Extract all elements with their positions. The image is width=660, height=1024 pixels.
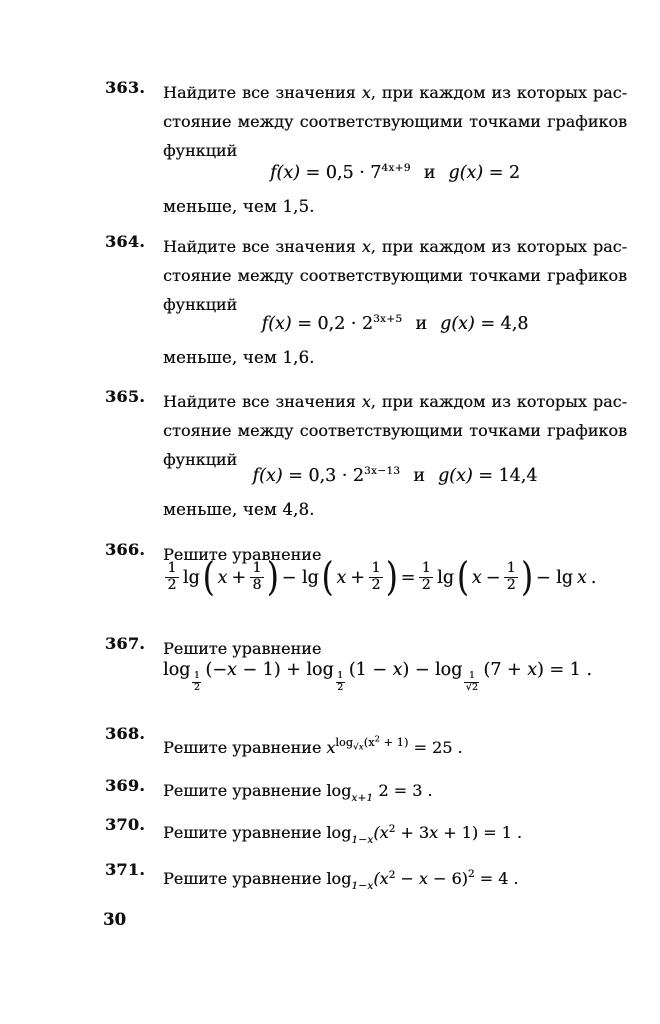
math-token: log	[335, 735, 354, 749]
problem-369-formula	[326, 781, 433, 804]
math-exponent: 2	[467, 868, 475, 880]
math-token: (x	[373, 869, 389, 888]
log-base: √x	[353, 742, 364, 752]
numerator: 1	[421, 560, 431, 577]
problem-363-formula	[163, 162, 627, 183]
math-token: lg	[437, 567, 454, 588]
text-segment: Найдите все значения	[163, 392, 362, 411]
numerator: 1	[252, 560, 262, 577]
numerator: 1	[468, 670, 475, 682]
math-token: +	[231, 567, 246, 588]
problem-366-number: 366.	[105, 540, 146, 559]
math-token: log	[326, 823, 352, 842]
math-token: + 3	[395, 823, 430, 842]
text-segment: , при каждом из которых рас-	[370, 392, 627, 411]
denominator: 2	[193, 682, 200, 693]
numerator: 1	[371, 560, 381, 577]
math-exponent: 2	[374, 734, 380, 743]
text-segment: , при каждом из которых рас-	[370, 237, 627, 256]
math-token: (−	[205, 660, 227, 680]
math-exponent: 3x−13	[364, 465, 401, 477]
math-token: = 0,3 · 2	[282, 466, 365, 486]
problem-370-number: 370.	[105, 815, 146, 834]
text-line: стояние между соответствующими точками графиков	[163, 421, 627, 440]
math-token: ) −	[402, 660, 435, 680]
problem-364-condition: меньше, чем 1,6.	[163, 348, 315, 367]
math-token: + 1)	[379, 735, 409, 749]
problem-369	[105, 776, 629, 813]
math-token: =	[400, 567, 416, 588]
problem-371-number: 371.	[105, 860, 146, 879]
problem-369-number: 369.	[105, 776, 146, 795]
text-line	[163, 232, 627, 261]
math-token: .	[590, 567, 597, 588]
problem-365-number: 365.	[105, 387, 146, 406]
math-token: lg	[182, 567, 200, 588]
problem-366-text: Решите уравнение	[163, 545, 322, 564]
math-token: = 0,5 · 7	[299, 163, 382, 183]
math-variable: x	[361, 83, 371, 102]
problem-363-number: 363.	[105, 78, 146, 97]
problem-363-condition: меньше, чем 1,5.	[163, 197, 315, 216]
problem-365-condition: меньше, чем 4,8.	[163, 500, 315, 519]
problem-371-formula	[326, 868, 519, 892]
math-token: ) = 1 .	[537, 660, 592, 680]
math-token: f(x)	[269, 163, 300, 183]
problem-371-text	[163, 860, 629, 901]
fraction	[504, 561, 518, 593]
text-line	[163, 387, 627, 416]
math-exponent	[335, 734, 409, 752]
math-token: − 6)	[427, 869, 468, 888]
math-token: − lg	[535, 567, 573, 588]
left-paren: (	[321, 554, 334, 601]
math-token: = 2	[483, 163, 521, 183]
text-segment: Найдите все значения	[163, 237, 362, 256]
problem-367-text: Решите уравнение	[163, 639, 322, 658]
problem-368	[105, 724, 629, 762]
problem-364	[105, 232, 629, 319]
math-exponent: 2	[388, 869, 396, 881]
text-segment: Решите уравнение	[163, 823, 322, 842]
problem-367-number: 367.	[105, 634, 146, 653]
math-token: (x	[363, 735, 375, 749]
math-token: g(x)	[437, 466, 473, 486]
math-token: f(x)	[261, 314, 292, 334]
math-token: = 4 .	[474, 869, 519, 888]
math-token: f(x)	[252, 466, 283, 486]
denominator: 8	[250, 577, 264, 594]
text-segment: Решите уравнение	[163, 781, 322, 800]
problem-371	[105, 860, 629, 901]
problem-365-text	[163, 387, 627, 474]
problem-368-formula	[326, 734, 463, 757]
math-token: = 14,4	[472, 466, 538, 486]
math-exponent: 3x+5	[373, 313, 403, 325]
numerator: 1	[337, 670, 344, 682]
math-token: и	[423, 163, 436, 183]
text-line: функций	[163, 141, 238, 160]
math-token: = 4,8	[474, 314, 529, 334]
text-line: стояние между соответствующими точками графиков	[163, 112, 627, 131]
problem-365	[105, 387, 629, 474]
math-variable: x	[429, 823, 439, 842]
math-token: (1 −	[348, 660, 393, 680]
denominator: 2	[419, 577, 433, 594]
problem-365-formula	[163, 465, 627, 486]
math-token: = 0,2 · 2	[291, 314, 374, 334]
math-token: g(x)	[440, 314, 475, 334]
math-token: g(x)	[448, 163, 484, 183]
problem-364-number: 364.	[105, 232, 146, 251]
text-segment: Решите уравнение	[163, 738, 322, 757]
math-token: +	[350, 567, 365, 588]
log-base: 1−x	[351, 880, 374, 892]
math-token: − lg	[281, 567, 319, 588]
numerator: 1	[167, 560, 177, 577]
math-variable: x	[418, 869, 428, 888]
math-token: = 25 .	[408, 738, 463, 757]
denominator: √2	[465, 682, 478, 693]
text-segment: Решите уравнение	[163, 869, 322, 888]
text-segment: , при каждом из которых рас-	[370, 83, 627, 102]
math-token: (7 +	[483, 660, 528, 680]
log-base-fraction	[464, 671, 479, 694]
text-line	[163, 78, 627, 107]
math-token: log	[326, 781, 352, 800]
math-exponent: 4x+9	[381, 162, 411, 174]
log-base: x+1	[351, 792, 374, 804]
denominator: 2	[165, 577, 179, 594]
numerator: 1	[506, 560, 516, 577]
math-token: log	[326, 869, 352, 888]
math-variable: x	[361, 392, 371, 411]
right-paren: )	[385, 554, 398, 601]
math-variable: x	[361, 237, 371, 256]
math-token: −	[395, 869, 419, 888]
math-token: log	[434, 660, 463, 680]
problem-369-text	[163, 776, 629, 813]
text-line: стояние между соответствующими точками графиков	[163, 266, 627, 285]
math-token: − 1) +	[236, 660, 307, 680]
page-number: 30	[103, 910, 126, 929]
log-base-fraction	[192, 671, 201, 694]
problem-363-text	[163, 78, 627, 165]
problem-370-formula	[326, 823, 522, 846]
math-variable: x	[392, 660, 403, 680]
problem-363	[105, 78, 629, 165]
log-base: 1−x	[351, 834, 374, 846]
problem-370-text	[163, 815, 629, 855]
fraction	[369, 561, 383, 593]
math-token: log	[163, 660, 191, 680]
math-variable: x	[471, 567, 482, 588]
fraction	[250, 561, 264, 593]
problem-368-text	[163, 724, 629, 762]
denominator: 2	[369, 577, 383, 594]
numerator: 1	[193, 670, 200, 682]
math-token: (x	[373, 823, 389, 842]
log-base-fraction	[336, 671, 345, 694]
math-token: + 1) = 1 .	[438, 823, 522, 842]
left-paren: (	[202, 554, 215, 601]
math-exponent: 2	[388, 823, 396, 835]
text-line: функций	[163, 295, 238, 314]
problem-364-formula	[163, 313, 627, 334]
math-token: −	[485, 567, 501, 588]
math-token: log	[306, 660, 334, 680]
problem-364-text	[163, 232, 627, 319]
denominator: 2	[504, 577, 518, 594]
problem-368-number: 368.	[105, 724, 146, 743]
problem-370	[105, 815, 629, 855]
fraction	[419, 561, 433, 593]
math-variable: x	[326, 738, 336, 757]
right-paren: )	[266, 554, 279, 601]
math-variable: x	[226, 660, 237, 680]
math-token: и	[415, 314, 428, 334]
math-token: 2 = 3 .	[373, 781, 433, 800]
text-segment: Найдите все значения	[163, 83, 362, 102]
math-variable: x	[217, 567, 228, 588]
fraction	[165, 561, 179, 593]
left-paren: (	[456, 554, 469, 601]
problem-367	[105, 634, 629, 663]
math-variable: x	[336, 567, 347, 588]
problem-367-formula	[163, 660, 592, 694]
denominator: 2	[337, 682, 344, 693]
math-variable: x	[576, 567, 587, 588]
math-variable: x	[527, 660, 538, 680]
right-paren: )	[521, 554, 533, 601]
text-line: функций	[163, 450, 238, 469]
math-token: и	[413, 466, 425, 486]
